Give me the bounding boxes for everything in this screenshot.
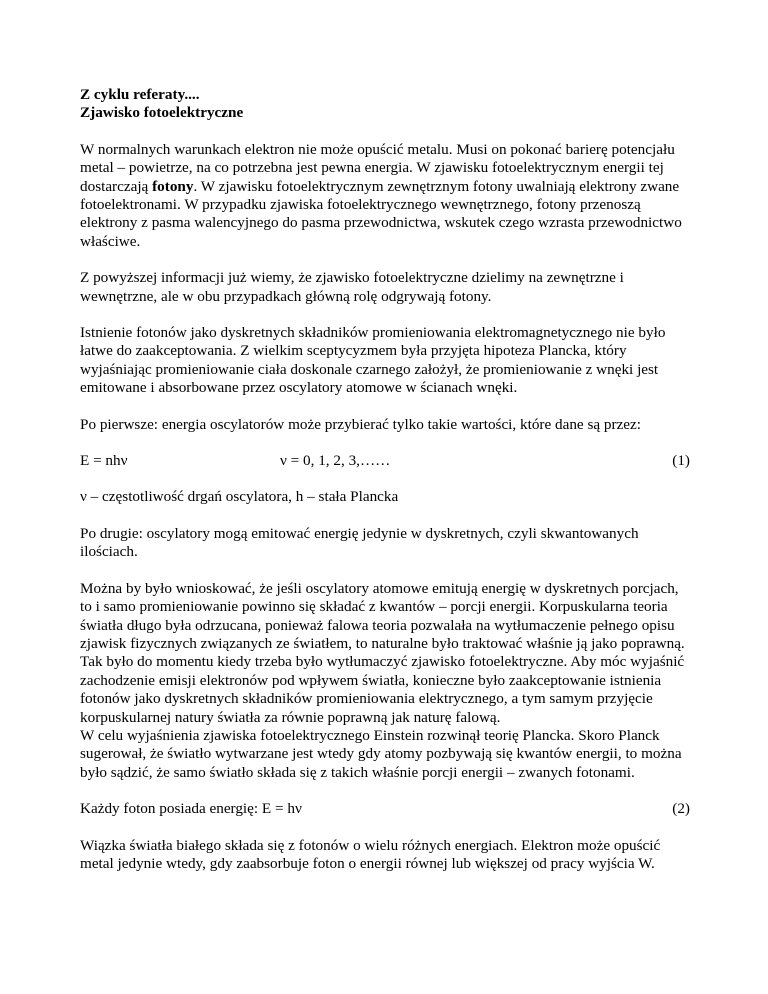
equation-1-range: ν = 0, 1, 2, 3,…… bbox=[280, 452, 391, 470]
paragraph-intro-text-2: . W zjawisku fotoelektrycznym zewnętrznym fotony uwalniają elektrony zwane fotoelektronami. W przypadku zjawiska fotoelektrycznego wewnętrznego, fotony przenoszą elektrony z pasma walencyjnego do pasma przewodnictwa, wskutek czego wzrasta przewodnictwo właściwe. bbox=[80, 177, 682, 250]
paragraph-division: Z powyższej informacji już wiemy, że zjawisko fotoelektryczne dzielimy na zewnętrzne i wewnętrzne, ale w obu przypadkach główną rolę odgrywają fotony. bbox=[80, 269, 624, 305]
paragraph-intro bbox=[80, 141, 690, 251]
document-page bbox=[80, 86, 690, 891]
paragraph-white-light: Wiązka światła białego składa się z fotonów o wielu różnych energiach. Elektron może opuścić metal jedynie wtedy, gdy zaabsorbuje foton o energii równej lub większej od pracy wyjścia W. bbox=[80, 836, 661, 872]
paragraph-intro-text-1: W normalnych warunkach elektron nie może opuścić metalu. Musi on pokonać barierę potencjału metal – powietrze, na co potrzebna jest pewna energia. W zjawisku fotoelektrycznym energii tej dostarczają bbox=[80, 140, 675, 195]
equation-2-number: (2) bbox=[672, 800, 690, 818]
equation-1-formula: E = nhν bbox=[80, 452, 128, 470]
paragraph-second-assumption: Po drugie: oscylatory mogą emitować energię jedynie w dyskretnych, czyli skwantowanych ilościach. bbox=[80, 524, 639, 561]
paragraph-first-assumption: Po pierwsze: energia oscylatorów może przybierać tylko takie wartości, które dane są przez: bbox=[80, 415, 642, 433]
paragraph-symbols: ν – częstotliwość drgań oscylatora, h – stała Plancka bbox=[80, 488, 399, 506]
term-fotony: fotony bbox=[152, 177, 194, 195]
paragraph-quanta: Można by było wnioskować, że jeśli oscylatory atomowe emitują energię w dyskretnych porcjach, to i samo promieniowanie powinno się składać z kwantów – porcji energii. Korpuskularna teoria światła długo była odrzucana, ponieważ falowa teoria pozwalała na wytłumaczenie pełnego opisu zjawisk fizycznych związanych ze światłem, to naturalne było traktować właśnie ją jako poprawną. bbox=[80, 579, 685, 652]
paragraph-photoelectric: Tak było do momentu kiedy trzeba było wytłumaczyć zjawisko fotoelektryczne. Aby móc wyjaśnić zachodzenie emisji elektronów pod wpływem światła, konieczne było zaakceptowanie istnienia fotonów jako dyskretnych składników promieniowania elektrycznego, a tym samym przyjęcie korpuskularnej natury światła za równie poprawną jak naturę falową. bbox=[80, 653, 685, 726]
document-title: Zjawisko fotoelektryczne bbox=[80, 104, 244, 122]
equation-2 bbox=[80, 800, 690, 818]
equation-2-formula: Każdy foton posiada energię: E = hν bbox=[80, 800, 302, 818]
title-block bbox=[80, 86, 690, 123]
series-title: Z cyklu referaty.... bbox=[80, 86, 200, 103]
paragraph-planck: Istnienie fotonów jako dyskretnych składników promieniowania elektromagnetycznego nie było łatwe do zaakceptowania. Z wielkim sceptycyzmem była przyjęta hipoteza Plancka, który wyjaśniając promieniowanie ciała doskonale czarnego założył, że promieniowanie z wnęki jest emitowane i absorbowane przez oscylatory atomowe w ścianach wnęki. bbox=[80, 324, 666, 397]
equation-1 bbox=[80, 452, 690, 470]
paragraph-einstein: W celu wyjaśnienia zjawiska fotoelektrycznego Einstein rozwinął teorię Plancka. Skoro Planck sugerował, że światło wytwarzane jest wtedy gdy atomy pozbywają się kwantów energii, to można było sądzić, że samo światło składa się z takich właśnie porcji energii – zwanych fotonami. bbox=[80, 726, 682, 781]
equation-1-number: (1) bbox=[672, 452, 690, 470]
